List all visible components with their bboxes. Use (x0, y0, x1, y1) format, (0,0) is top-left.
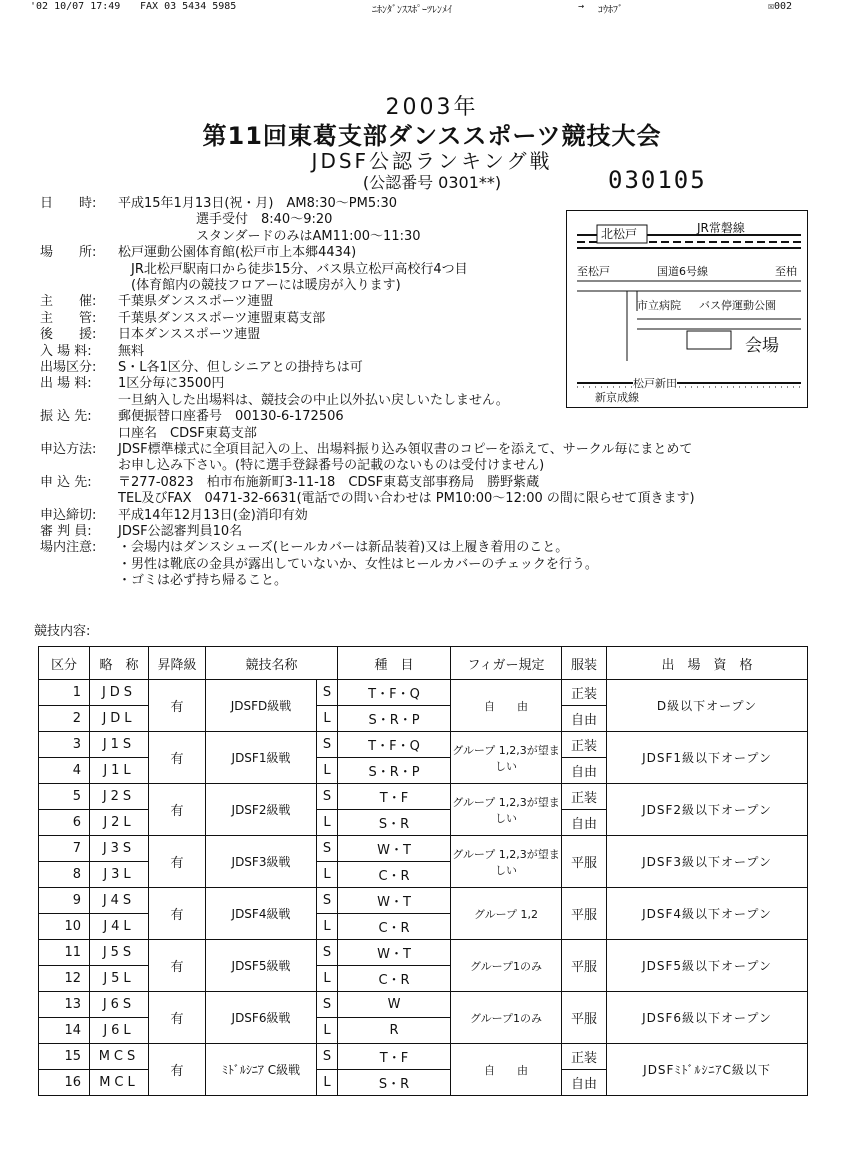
info-row (40, 344, 144, 360)
info-label: 主 管: (40, 310, 97, 326)
dance-events: W・T (338, 836, 451, 862)
info-row (40, 442, 692, 458)
info-row (40, 524, 242, 540)
map-station: 北松戸 (601, 227, 638, 241)
info-label: 日 時: (40, 196, 97, 211)
info-value: 平成15年1月13日(祝・月) AM8:30〜PM5:30 (118, 196, 398, 211)
class-code: JDS (90, 680, 149, 706)
info-value: 無料 (118, 343, 145, 359)
doc-code: 030105 (608, 166, 707, 194)
info-label: 出 場 料: (40, 376, 92, 392)
dress-code: 正装 (562, 680, 607, 706)
info-value: 松戸運動公園体育館(松戸市上本郷4434) (118, 245, 357, 261)
figure-rule: グループ 1,2,3が望ましい (451, 836, 562, 888)
event-name: JDSFD級戦 (206, 680, 317, 732)
style-code: S (317, 784, 338, 810)
class-code: MCS (90, 1044, 149, 1070)
event-name: JDSF6級戦 (206, 992, 317, 1044)
dress-code: 平服 (562, 888, 607, 940)
fax-arrow: → (578, 1, 585, 12)
info-row (40, 212, 332, 228)
promotion-cell: 有 (149, 888, 206, 940)
promotion-cell: 有 (149, 784, 206, 836)
class-code: JDL (90, 706, 149, 732)
dress-code: 正装 (562, 732, 607, 758)
table-header-cell: 略 称 (90, 647, 149, 680)
class-number: 3 (39, 732, 90, 758)
table-row (39, 680, 808, 706)
info-row (40, 557, 598, 573)
style-code: S (317, 732, 338, 758)
table-header-cell: フィガー規定 (451, 647, 562, 680)
map-to-matsudo: 至松戸 (577, 265, 610, 278)
style-code: S (317, 940, 338, 966)
class-number: 12 (39, 966, 90, 992)
table-row (39, 784, 808, 810)
title-main: 第11回東葛支部ダンススポーツ競技大会 (202, 122, 662, 150)
class-number: 16 (39, 1070, 90, 1096)
event-name: JDSF5級戦 (206, 940, 317, 992)
info-row (40, 360, 363, 376)
info-label: 申 込 先: (40, 474, 92, 490)
promotion-cell: 有 (149, 1044, 206, 1096)
class-code: J2L (90, 810, 149, 836)
class-code: J3L (90, 862, 149, 888)
info-value: 口座名 CDSF東葛支部 (118, 425, 257, 441)
dress-code: 正装 (562, 784, 607, 810)
table-row (39, 1044, 808, 1070)
event-name: JDSF3級戦 (206, 836, 317, 888)
dress-code: 自由 (562, 706, 607, 732)
info-value: S・L各1区分、但しシニアとの掛持ちは可 (118, 360, 363, 375)
class-code: J5S (90, 940, 149, 966)
class-number: 9 (39, 888, 90, 914)
eligibility: JDSF2級以下オープン (607, 784, 808, 836)
dance-events: W・T (338, 940, 451, 966)
figure-rule: グループ 1,2,3が望ましい (451, 732, 562, 784)
fax-page: ☒002 (768, 1, 793, 12)
style-code: S (317, 888, 338, 914)
info-row (40, 426, 257, 442)
class-number: 8 (39, 862, 90, 888)
info-row (40, 508, 308, 524)
dress-code: 平服 (562, 940, 607, 992)
map-hospital: 市立病院 (637, 299, 681, 312)
table-header-cell: 服装 (562, 647, 607, 680)
table-row (39, 992, 808, 1018)
figure-rule: 自 由 (451, 680, 562, 732)
style-code: L (317, 914, 338, 940)
info-row (40, 245, 356, 261)
title-sub: JDSF公認ランキング戦 (311, 149, 553, 173)
style-code: L (317, 810, 338, 836)
info-value: JDSF公認審判員10名 (118, 524, 243, 539)
info-row (40, 278, 401, 294)
info-label: 申込締切: (40, 507, 97, 523)
info-value: 千葉県ダンススポーツ連盟 (118, 294, 274, 310)
map-rail: JR常磐線 (697, 221, 745, 235)
dance-events: S・R (338, 1070, 451, 1096)
info-value: スタンダードのみはAM11:00〜11:30 (118, 228, 421, 244)
info-label: 後 援: (40, 327, 97, 343)
info-value: お申し込み下さい。(特に選手登録番号の記載のないものは受付けません) (118, 458, 545, 474)
eligibility: D級以下オープン (607, 680, 808, 732)
fax-number: FAX 03 5434 5985 (140, 1, 237, 12)
info-value: 1区分毎に3500円 (118, 376, 225, 392)
event-name: JDSF4級戦 (206, 888, 317, 940)
table-header-cell: 出 場 資 格 (607, 647, 808, 680)
info-label: 振 込 先: (40, 409, 92, 425)
info-row (40, 311, 325, 327)
map-shin-station: 松戸新田 (633, 377, 677, 390)
info-label: 申込方法: (40, 442, 97, 457)
fax-dest: ｺｳﾎﾌﾞ (598, 5, 623, 16)
class-number: 1 (39, 680, 90, 706)
info-row (40, 262, 468, 278)
info-row (40, 294, 273, 310)
info-row (40, 393, 509, 409)
info-row (40, 475, 539, 491)
dance-events: T・F (338, 1044, 451, 1070)
class-code: J3S (90, 836, 149, 862)
event-name: ﾐﾄﾞﾙｼﾆｱ C級戦 (206, 1044, 317, 1096)
info-row (40, 327, 260, 343)
dance-events: W・T (338, 888, 451, 914)
figure-rule: グループ1のみ (451, 940, 562, 992)
info-row (40, 196, 397, 212)
class-code: J6L (90, 1018, 149, 1044)
table-row (39, 732, 808, 758)
class-number: 10 (39, 914, 90, 940)
table-row (39, 888, 808, 914)
contents-label: 競技内容: (34, 624, 91, 639)
dress-code: 自由 (562, 1070, 607, 1096)
info-row (40, 540, 568, 556)
map-venue: 会場 (745, 336, 779, 356)
info-row (40, 229, 421, 245)
map-route: 国道6号線 (657, 265, 708, 278)
dance-events: C・R (338, 966, 451, 992)
events-table (38, 646, 808, 1096)
eligibility: JDSF3級以下オープン (607, 836, 808, 888)
info-value: 選手受付 8:40〜9:20 (118, 212, 333, 228)
venue-map (566, 210, 808, 408)
dance-events: W (338, 992, 451, 1018)
info-value: 日本ダンススポーツ連盟 (118, 327, 261, 343)
dance-events: S・R (338, 810, 451, 836)
eligibility: JDSF4級以下オープン (607, 888, 808, 940)
style-code: S (317, 992, 338, 1018)
info-label: 入 場 料: (40, 343, 92, 359)
eligibility: JDSFﾐﾄﾞﾙｼﾆｱC級以下 (607, 1044, 808, 1096)
dance-events: C・R (338, 862, 451, 888)
info-value: JDSF標準様式に全項目記入の上、出場料振り込み領収書のコピーを添えて、サークル毎にまとめて (118, 442, 693, 457)
info-label: 場 所: (40, 245, 97, 261)
style-code: S (317, 1044, 338, 1070)
info-value: 〒277-0823 柏市布施新町3-11-18 CDSF東葛支部事務局 勝野紫蔵 (118, 474, 540, 490)
table-header-cell: 区分 (39, 647, 90, 680)
table-row (39, 940, 808, 966)
promotion-cell: 有 (149, 992, 206, 1044)
class-number: 2 (39, 706, 90, 732)
info-row (40, 458, 544, 474)
dress-code: 平服 (562, 992, 607, 1044)
map-bus-stop: バス停運動公園 (699, 299, 776, 312)
dance-events: R (338, 1018, 451, 1044)
table-row (39, 836, 808, 862)
promotion-cell: 有 (149, 836, 206, 888)
info-value: JR北松戸駅南口から徒歩15分、バス県立松戸高校行4つ目 (118, 261, 468, 277)
dress-code: 自由 (562, 810, 607, 836)
style-code: L (317, 966, 338, 992)
dance-events: C・R (338, 914, 451, 940)
info-value: TEL及びFAX 0471-32-6631(電話での問い合わせは PM10:00〜12:00 の間に限らせて頂きます) (118, 491, 695, 507)
info-row (40, 573, 287, 589)
fax-sender: ﾆﾎﾝﾀﾞﾝｽｽﾎﾟｰﾂﾚﾝﾒｲ (372, 5, 452, 16)
figure-rule: グループ 1,2 (451, 888, 562, 940)
table-header-row (39, 647, 808, 680)
dress-code: 正装 (562, 1044, 607, 1070)
info-label: 主 催: (40, 294, 97, 310)
info-row (40, 409, 344, 425)
info-value: ・ゴミは必ず持ち帰ること。 (118, 573, 288, 589)
info-label: 審 判 員: (40, 524, 92, 539)
class-code: J6S (90, 992, 149, 1018)
promotion-cell: 有 (149, 680, 206, 732)
map-to-kashiwa: 至柏 (775, 265, 797, 278)
eligibility: JDSF5級以下オープン (607, 940, 808, 992)
dress-code: 平服 (562, 836, 607, 888)
class-number: 15 (39, 1044, 90, 1070)
table-header-cell: 種 目 (338, 647, 451, 680)
class-number: 6 (39, 810, 90, 836)
class-code: J1L (90, 758, 149, 784)
class-code: J4L (90, 914, 149, 940)
class-code: MCL (90, 1070, 149, 1096)
class-code: J4S (90, 888, 149, 914)
style-code: S (317, 836, 338, 862)
class-code: J5L (90, 966, 149, 992)
class-number: 4 (39, 758, 90, 784)
table-header-cell: 競技名称 (206, 647, 338, 680)
dance-events: S・R・P (338, 706, 451, 732)
dance-events: S・R・P (338, 758, 451, 784)
info-row (40, 491, 695, 507)
figure-rule: グループ1のみ (451, 992, 562, 1044)
event-name: JDSF2級戦 (206, 784, 317, 836)
info-value: 千葉県ダンススポーツ連盟東葛支部 (118, 310, 326, 326)
info-value: 郵便振替口座番号 00130-6-172506 (118, 409, 344, 425)
class-code: J2S (90, 784, 149, 810)
info-value: ・会場内はダンスシューズ(ヒールカバーは新品装着)又は上履き着用のこと。 (118, 540, 569, 556)
title-cert: (公認番号 0301**) (362, 173, 502, 192)
info-value: ・男性は靴底の金具が露出していないか、女性はヒールカバーのチェックを行う。 (118, 556, 598, 572)
info-value: 平成14年12月13日(金)消印有効 (118, 507, 308, 523)
class-number: 11 (39, 940, 90, 966)
style-code: L (317, 1070, 338, 1096)
promotion-cell: 有 (149, 732, 206, 784)
style-code: L (317, 758, 338, 784)
eligibility: JDSF6級以下オープン (607, 992, 808, 1044)
info-value: 一旦納入した出場料は、競技会の中止以外払い戻しいたしません。 (118, 392, 509, 408)
style-code: L (317, 706, 338, 732)
info-value: (体育館内の競技フロアーには暖房が入ります) (118, 278, 401, 293)
class-number: 5 (39, 784, 90, 810)
figure-rule: 自 由 (451, 1044, 562, 1096)
style-code: L (317, 1018, 338, 1044)
dance-events: T・F (338, 784, 451, 810)
figure-rule: グループ 1,2,3が望ましい (451, 784, 562, 836)
eligibility: JDSF1級以下オープン (607, 732, 808, 784)
event-name: JDSF1級戦 (206, 732, 317, 784)
table-header-cell: 昇降級 (149, 647, 206, 680)
dance-events: T・F・Q (338, 680, 451, 706)
dance-events: T・F・Q (338, 732, 451, 758)
title-year: 2003年 (385, 95, 479, 120)
info-label: 出場区分: (40, 360, 97, 375)
class-number: 14 (39, 1018, 90, 1044)
map-shin-line: 新京成線 (595, 391, 639, 404)
style-code: S (317, 680, 338, 706)
dress-code: 自由 (562, 758, 607, 784)
class-number: 13 (39, 992, 90, 1018)
info-row (40, 376, 224, 392)
fax-date: '02 10/07 17:49 (30, 1, 121, 12)
info-label: 場内注意: (40, 540, 97, 556)
class-number: 7 (39, 836, 90, 862)
class-code: J1S (90, 732, 149, 758)
style-code: L (317, 862, 338, 888)
promotion-cell: 有 (149, 940, 206, 992)
fax-header (0, 0, 864, 14)
